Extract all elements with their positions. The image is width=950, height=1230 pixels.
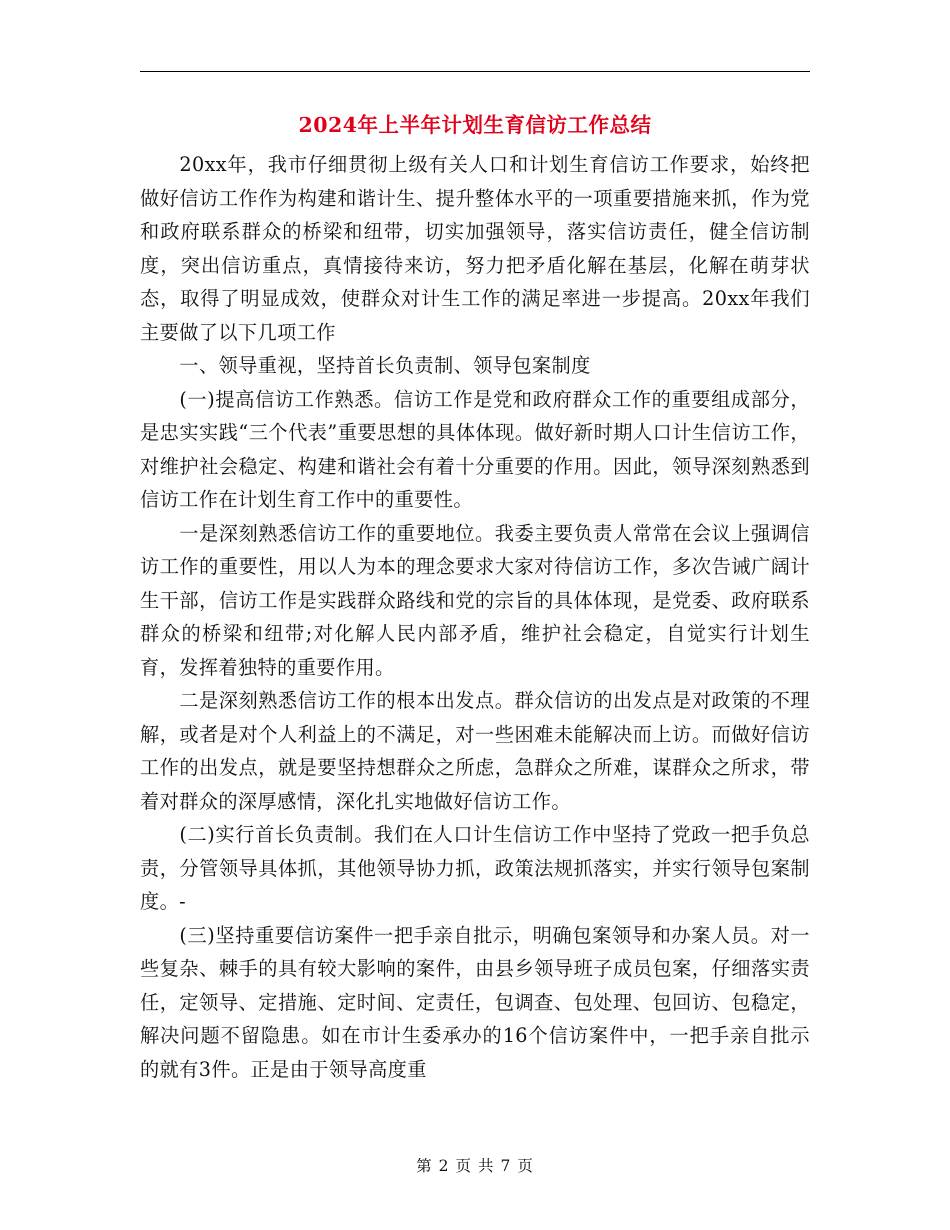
- footer-label-di: 第: [416, 1157, 433, 1175]
- header-rule: [140, 71, 810, 72]
- page-number-current: 2: [438, 1157, 450, 1175]
- paragraph: (二)实行首长负责制。我们在人口计生信访工作中坚持了党政一把手负总责，分管领导具体抓，其他领导协力抓，政策法规抓落实，并实行领导包案制度。-: [140, 823, 810, 913]
- paragraph: 20xx年，我市仔细贯彻上级有关人口和计划生育信访工作要求，始终把做好信访工作作为构建和谐计生、提升整体水平的一项重要措施来抓，作为党和政府联系群众的桥梁和纽带，切实加强领导，落实信访责任，健全信访制度，突出信访重点，真情接待来访，努力把矛盾化解在基层，化解在萌芽状态，取得了明显成效，使群众对计生工作的满足率进一步提高。20xx年我们主要做了以下几项工作: [140, 153, 810, 344]
- paragraph: (三)坚持重要信访案件一把手亲自批示，明确包案领导和办案人员。对一些复杂、棘手的具有较大影响的案件，由县乡领导班子成员包案，仔细落实责任，定领导、定措施、定时间、定责任，包调查、包处理、包回访、包稳定，解决问题不留隐患。如在市计生委承办的16个信访案件中，一把手亲自批示的就有3件。正是由于领导高度重: [140, 923, 810, 1081]
- page-number-total: 7: [500, 1157, 512, 1175]
- paragraph: (一)提高信访工作熟悉。信访工作是党和政府群众工作的重要组成部分，是忠实实践“三个代表”重要思想的具体体现。做好新时期人口计生信访工作，对维护社会稳定、构建和谐社会有着十分重要的作用。因此，领导深刻熟悉到信访工作在计划生育工作中的重要性。: [140, 387, 810, 511]
- document-title: 2024年上半年计划生育信访工作总结: [298, 113, 652, 137]
- paragraph: 二是深刻熟悉信访工作的根本出发点。群众信访的出发点是对政策的不理解，或者是对个人利益上的不满足，对一些困难未能解决而上访。而做好信访工作的出发点，就是要坚持想群众之所虑，急群众之所难，谋群众之所求，带着对群众的深厚感情，深化扎实地做好信访工作。: [140, 689, 810, 813]
- footer-label-gong: 共: [478, 1157, 495, 1175]
- paragraph: 一是深刻熟悉信访工作的重要地位。我委主要负责人常常在会议上强调信访工作的重要性，用以人为本的理念要求大家对待信访工作，多次告诫广阔计生干部，信访工作是实践群众路线和党的宗旨的具体体现，是党委、政府联系群众的桥梁和纽带;对化解人民内部矛盾，维护社会稳定，自觉实行计划生育，发挥着独特的重要作用。: [140, 521, 810, 679]
- page-footer: [0, 1154, 950, 1176]
- document-body: [140, 148, 810, 1086]
- footer-label-ye: 页: [455, 1157, 472, 1175]
- footer-label-ye: 页: [517, 1157, 534, 1175]
- section-heading: 一、领导重视，坚持首长负责制、领导包案制度: [179, 354, 591, 377]
